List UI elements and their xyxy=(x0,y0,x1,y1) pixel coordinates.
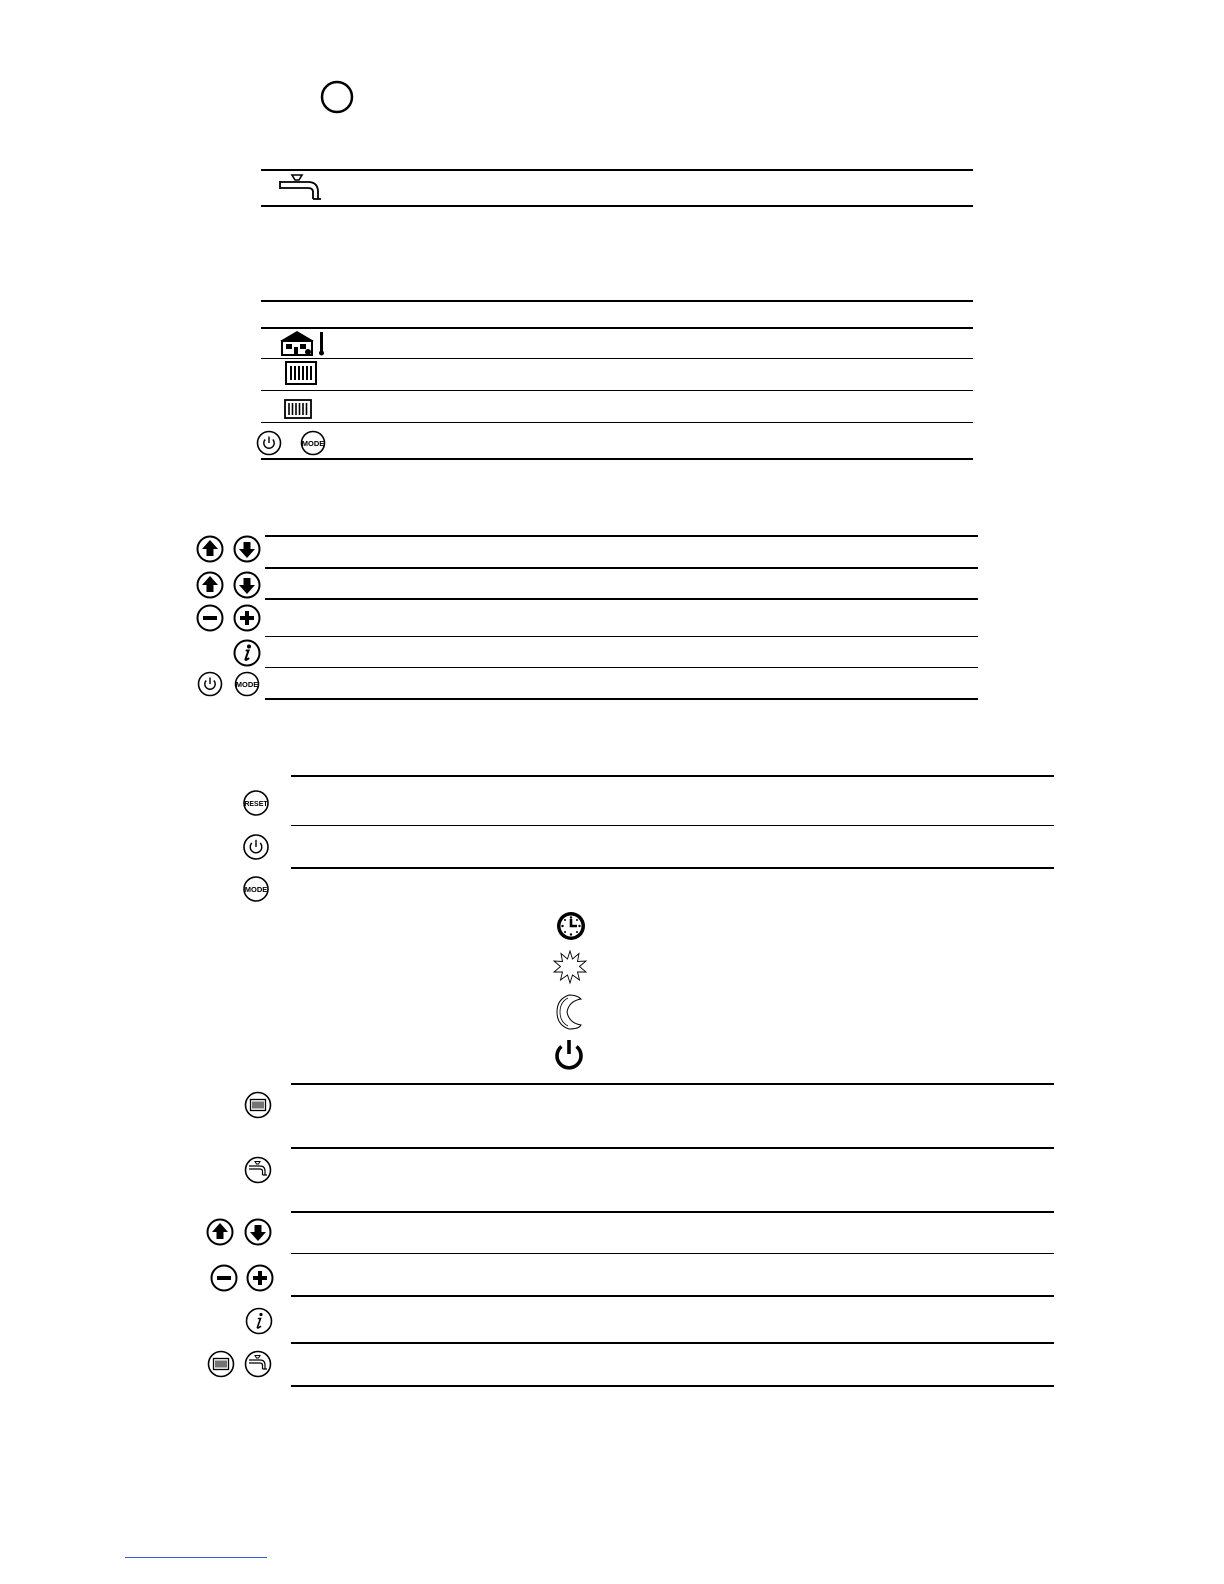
radiator-icon xyxy=(244,1091,272,1119)
table3-rule-5 xyxy=(265,667,978,668)
up-arrow-icon xyxy=(196,535,224,563)
table4-rule-3 xyxy=(291,867,1054,869)
tap-icon xyxy=(278,172,324,202)
info-icon xyxy=(245,1307,273,1335)
plus-icon xyxy=(246,1264,274,1292)
sun-icon xyxy=(552,949,588,985)
table2-rule-3 xyxy=(261,358,973,359)
table4-rule-5 xyxy=(291,1147,1054,1149)
table1-top-rule xyxy=(261,169,973,171)
up-arrow-icon xyxy=(196,571,224,599)
radiator-icon xyxy=(284,399,312,419)
down-arrow-icon xyxy=(233,535,261,563)
table4-rule-8 xyxy=(291,1295,1054,1297)
table4-rule-4 xyxy=(291,1083,1054,1085)
table3-rule-2 xyxy=(265,567,978,569)
mode-label: MODE xyxy=(301,439,325,448)
house-sensor-icon xyxy=(278,329,328,357)
clock-icon xyxy=(555,910,587,942)
tap-icon xyxy=(244,1350,272,1378)
reset-icon xyxy=(242,789,270,817)
table4-rule-7 xyxy=(291,1253,1054,1254)
radiator-icon xyxy=(285,361,317,385)
table3-bottom-rule xyxy=(265,698,978,700)
table2-rule-4 xyxy=(261,390,973,391)
minus-icon xyxy=(196,604,224,632)
minus-icon xyxy=(210,1264,238,1292)
circle-marker-icon xyxy=(320,80,354,114)
mode-icon xyxy=(300,430,326,456)
mode-label: MODE xyxy=(235,680,259,689)
table3-rule-3 xyxy=(265,598,978,600)
info-icon xyxy=(233,639,261,667)
moon-icon xyxy=(555,993,583,1031)
power-icon xyxy=(197,671,223,697)
table4-rule-6 xyxy=(291,1211,1054,1213)
down-arrow-icon xyxy=(233,571,261,599)
tap-icon xyxy=(244,1156,272,1184)
table2-bottom-rule xyxy=(261,458,973,460)
table4-bottom-rule xyxy=(291,1385,1054,1387)
plus-icon xyxy=(233,604,261,632)
down-arrow-icon xyxy=(244,1218,272,1246)
table2-rule-2 xyxy=(261,327,973,329)
mode-icon xyxy=(234,671,260,697)
radiator-icon xyxy=(207,1350,235,1378)
mode-icon xyxy=(242,875,270,903)
power-icon xyxy=(242,833,270,861)
power-icon xyxy=(256,430,282,456)
footer-link-underline xyxy=(125,1557,267,1558)
table4-rule-2 xyxy=(291,825,1054,826)
table4-rule-9 xyxy=(291,1342,1054,1344)
reset-label: RESET xyxy=(244,800,268,808)
table3-rule-4 xyxy=(265,636,978,637)
table4-top-rule xyxy=(291,775,1054,777)
table3-top-rule xyxy=(265,535,978,537)
table2-rule-1 xyxy=(261,300,973,302)
power-icon xyxy=(551,1037,587,1073)
up-arrow-icon xyxy=(206,1218,234,1246)
table1-bottom-rule xyxy=(261,205,973,207)
mode-label: MODE xyxy=(244,884,268,894)
table2-rule-5 xyxy=(261,422,973,423)
